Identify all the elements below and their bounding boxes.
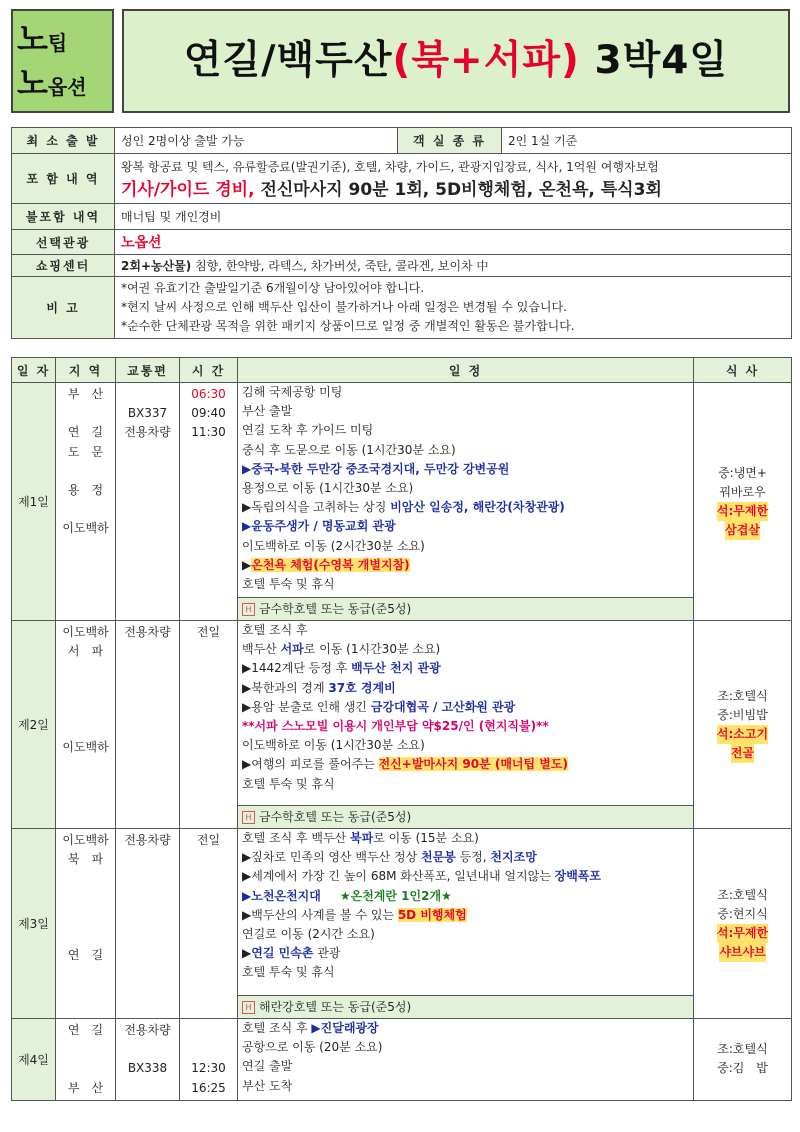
hotel-info: H 금수학호텔 또는 동급(준5성) (238, 805, 693, 828)
remarks-label: 비 고 (12, 277, 115, 339)
header-transport: 교통편 (116, 358, 180, 383)
title-box (122, 9, 790, 113)
header-date: 일 자 (12, 358, 56, 383)
day1-itinerary: 김해 국제공항 미팅 부산 출발 연길 도착 후 가이드 미팅 중식 후 도문으로 이동 (1시간30분 소요) ▶중국-북한 두만강 중조국경지대, 두만강 강변공원 용정으로 이동 (1시간30분 소요) ▶독립의식을 고취하는 상징 비암산 일송정, 해란강(차창관광) ▶윤동주생가 / 명동교회 관광 이도백하로 이동 (2시간30분 소요) ▶온천욕 체험(수영복 개별지참) 호텔 투숙 및 휴식 (242, 385, 565, 592)
logo-box (11, 9, 114, 113)
shopping-value: 2회+농산물) 침향, 한약방, 라텍스, 차가버섯, 죽탄, 콜라겐, 보이차 中 (115, 255, 792, 277)
page-title: 연길/백두산(북+서파) 3박4일 (183, 38, 729, 83)
room-value: 2인 1실 기준 (502, 128, 792, 154)
min-departure-value: 성인 2명이상 출발 가능 (115, 128, 398, 154)
excluded-value: 매너팁 및 개인경비 (115, 204, 792, 230)
region: 이도백하 (62, 833, 109, 847)
schedule-table (11, 357, 792, 1101)
region: 서 파 (67, 644, 104, 659)
day4-meals: 조:호텔식 중:김 밥 (694, 1019, 792, 1101)
day1-row (12, 383, 792, 621)
header-itinerary: 일 정 (238, 358, 694, 383)
transport: 전용차량 (124, 625, 171, 639)
day3-itinerary: 호텔 조식 후 백두산 북파로 이동 (15분 소요) ▶짚차로 민족의 영산 백두산 정상 천문봉 등정, 천지조망 ▶세계에서 가장 긴 높이 68M 화산폭포, 일년내내 얼지않는 장백폭포 ▶노천온천지대 ★온천계란 1인2개★ ▶백두산의 사계를 볼 수 있는 5D 비행체험 연길로 이동 (2시간 소요) ▶연길 민속촌 관광 호텔 투숙 및 휴식 (242, 831, 601, 980)
included-label: 포 함 내 역 (12, 154, 115, 204)
day1-label: 제1일 (12, 383, 56, 621)
hotel-icon: H (242, 603, 255, 616)
day4-label: 제4일 (12, 1019, 56, 1101)
header-region: 지 역 (56, 358, 116, 383)
optional-label: 선택관광 (12, 230, 115, 255)
day4-row (12, 1019, 792, 1101)
logo-no-option: 노옵션 (17, 64, 87, 102)
region: 용 정 (67, 483, 104, 498)
region: 부 산 (67, 387, 104, 401)
day4-itinerary: 호텔 조식 후 ▶진달래광장 공항으로 이동 (20분 소요) 연길 출발 부산 도착 (242, 1021, 383, 1093)
remark-item: *여권 유효기간 출발일기준 6개월이상 남아있어야 합니다. (121, 281, 425, 295)
included-guide-fee: 기사/가이드 경비, (121, 179, 255, 200)
remarks-value (115, 277, 792, 339)
transport: 전용차량 (124, 425, 171, 440)
day3-row (12, 829, 792, 1019)
info-table (11, 127, 792, 339)
region: 북 파 (67, 852, 104, 867)
time: 06:30 (191, 387, 226, 401)
logo-no-tip: 노팁 (17, 20, 68, 58)
region: 연 길 (67, 948, 104, 963)
time: 16:25 (191, 1080, 226, 1095)
header-meals: 식 사 (694, 358, 792, 383)
region: 이도백하 (62, 521, 109, 536)
included-line1: 왕복 항공료 및 텍스, 유류할증료(발권기준), 호텔, 차량, 가이드, 관광지입장료, 식사, 1억원 여행자보험 (121, 159, 659, 174)
transport: 전용차량 (124, 833, 171, 847)
region: 부 산 (67, 1080, 104, 1095)
room-label: 객 실 종 류 (398, 128, 502, 154)
time: 전일 (196, 625, 221, 639)
flight-number: BX338 (127, 1061, 168, 1076)
hotel-icon: H (242, 1001, 255, 1014)
shopping-label: 쇼핑센터 (12, 255, 115, 277)
day2-label: 제2일 (12, 621, 56, 829)
excluded-label: 불포함 내역 (12, 204, 115, 230)
hotel-icon: H (242, 811, 255, 824)
included-value (115, 154, 792, 204)
region: 이도백하 (62, 740, 109, 755)
transport: 전용차량 (124, 1023, 171, 1037)
remark-item: *순수한 단체관광 목적을 위한 패키지 상품이므로 일정 중 개별적인 활동은 불가합니다. (121, 319, 575, 333)
time: 12:30 (191, 1061, 226, 1076)
region: 이도백하 (62, 625, 109, 639)
day1-meals: 중:냉면+ 꿔바로우 석:무제한 삼겹살 (694, 383, 792, 621)
day2-itinerary: 호텔 조식 후 백두산 서파로 이동 (1시간30분 소요) ▶1442계단 등정 후 백두산 천지 관광 ▶북한과의 경계 37호 경계비 ▶용암 분출로 인해 생긴 금강대협곡 / 고산화원 관광 **서파 스노모빌 이용시 개인부담 약$25/인 (현지직불)** 이도백하로 이동 (1시간30분 소요) ▶여행의 피로를 풀어주는 전신+발마사지 90분 (매너팁 별도) 호텔 투숙 및 휴식 (242, 623, 568, 791)
included-line2: 전신마사지 90분 1회, 5D비행체험, 온천욕, 특식3회 (254, 179, 662, 200)
min-departure-label: 최 소 출 발 (12, 128, 115, 154)
day3-meals: 조:호텔식 중:현지식 석:무제한 샤브샤브 (694, 829, 792, 1019)
region: 도 문 (67, 444, 104, 459)
time: 전일 (196, 833, 221, 847)
time: 09:40 (191, 406, 226, 421)
hotel-info: H 금수학호텔 또는 동급(준5성) (238, 597, 693, 620)
hotel-info: H 해란강호텔 또는 동급(준5성) (238, 995, 693, 1018)
flight-number: BX337 (127, 406, 168, 421)
region: 연 길 (67, 1023, 104, 1037)
time: 11:30 (191, 425, 226, 440)
day2-meals: 조:호텔식 중:비빔밥 석:소고기 전골 (694, 621, 792, 829)
day2-row (12, 621, 792, 829)
optional-value: 노옵션 (115, 230, 792, 255)
day3-label: 제3일 (12, 829, 56, 1019)
header-time: 시 간 (180, 358, 238, 383)
remark-item: *현지 날씨 사정으로 인해 백두산 입산이 불가하거나 아래 일정은 변경될 수 있습니다. (121, 300, 567, 314)
region: 연 길 (67, 425, 104, 440)
